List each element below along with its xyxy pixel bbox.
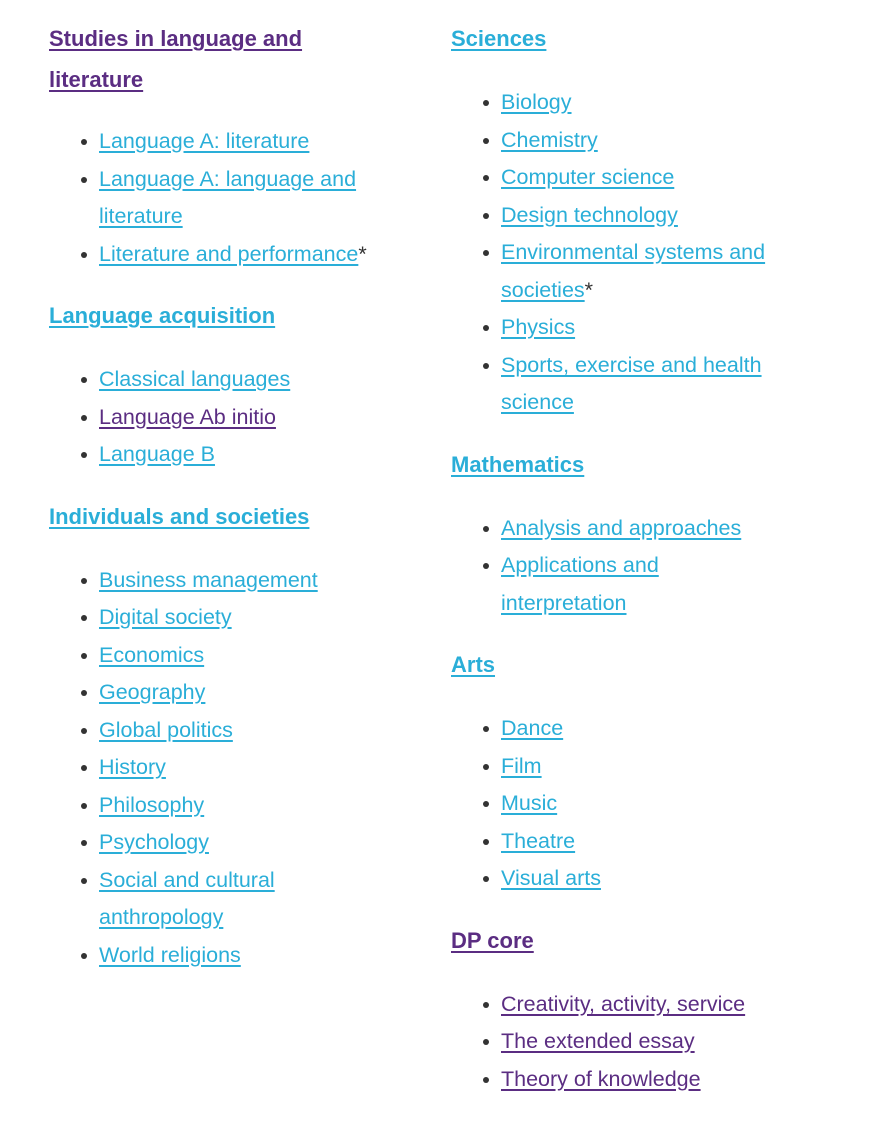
link-creativity-activity-service[interactable]: Creativity, activity, service [501,991,746,1016]
link-applications-and-interpretation[interactable]: Applications and interpretation [501,553,659,615]
section-language-acquisition [49,297,409,474]
link-psychology[interactable]: Psychology [99,830,209,854]
link-business-management[interactable]: Business management [99,567,318,592]
list-mathematics [451,510,771,623]
list-studies-in-language-and-literature [49,123,389,273]
link-social-and-cultural-anthropology[interactable]: Social and cultural anthropology [99,867,275,929]
link-language-a-language-and-literature[interactable]: Language A: language and literature [99,166,357,228]
section-title-individuals-and-societies[interactable]: Individuals and societies [49,503,310,529]
link-dance[interactable]: Dance [501,716,564,740]
list-dp-core [451,986,851,1099]
list-item [99,637,349,675]
link-music[interactable]: Music [501,791,558,815]
link-digital-society[interactable]: Digital society [99,605,232,629]
list-item [99,674,349,712]
link-the-extended-essay[interactable]: The extended essay [501,1029,695,1053]
list-item [99,749,349,787]
list-item [501,122,801,160]
list-item [501,860,851,898]
list-individuals-and-societies [49,562,349,975]
left-column [49,20,409,1000]
asterisk-marker: * [584,277,594,302]
list-item [99,436,409,474]
section-arts [451,646,851,898]
link-sports-exercise-and-health-science[interactable]: Sports, exercise and health science [501,352,762,414]
link-design-technology[interactable]: Design technology [501,202,678,227]
link-physics[interactable]: Physics [501,315,576,339]
link-literature-and-performance[interactable]: Literature and performance [99,241,359,266]
link-philosophy[interactable]: Philosophy [99,792,205,817]
list-item [99,399,409,437]
list-item [501,234,801,309]
list-item [99,787,349,825]
list-item [99,599,349,637]
link-chemistry[interactable]: Chemistry [501,127,598,152]
section-sciences [451,20,851,422]
list-item [501,1061,851,1099]
link-computer-science[interactable]: Computer science [501,165,675,189]
link-environmental-systems-and-societies[interactable]: Environmental systems and societies [501,240,766,302]
list-item [99,161,389,236]
list-item [99,824,349,862]
section-title-arts[interactable]: Arts [451,652,496,677]
list-item [501,309,801,347]
list-item [501,547,771,622]
asterisk-marker: * [358,241,367,266]
link-film[interactable]: Film [501,753,542,778]
right-column [451,20,851,1124]
list-item [99,562,349,600]
list-item [501,159,801,197]
list-item [501,510,771,548]
link-visual-arts[interactable]: Visual arts [501,866,601,890]
link-world-religions[interactable]: World religions [99,942,241,967]
link-theatre[interactable]: Theatre [501,828,576,853]
section-mathematics [451,446,851,623]
list-item [501,748,851,786]
list-item [501,84,801,122]
list-item [501,710,851,748]
section-title-dp-core[interactable]: DP core [451,927,534,953]
list-item [99,862,349,937]
link-economics[interactable]: Economics [99,642,205,667]
section-title-sciences[interactable]: Sciences [451,26,547,51]
link-global-politics[interactable]: Global politics [99,717,233,742]
link-language-b[interactable]: Language B [99,442,215,466]
list-item [501,197,801,235]
link-history[interactable]: History [99,755,166,779]
section-title-language-acquisition[interactable]: Language acquisition [49,303,276,328]
link-theory-of-knowledge[interactable]: Theory of knowledge [501,1066,701,1091]
link-biology[interactable]: Biology [501,90,572,114]
list-item [501,785,851,823]
list-item [501,823,851,861]
list-item [99,236,389,274]
link-analysis-and-approaches[interactable]: Analysis and approaches [501,515,742,540]
list-arts [451,710,851,898]
link-language-ab-initio[interactable]: Language Ab initio [99,404,276,429]
section-title-mathematics[interactable]: Mathematics [451,451,585,477]
list-item [99,712,349,750]
list-sciences [451,84,801,422]
list-language-acquisition [49,361,409,474]
link-classical-languages[interactable]: Classical languages [99,367,291,391]
link-geography[interactable]: Geography [99,680,206,704]
section-individuals-and-societies [49,498,409,975]
list-item [501,1023,851,1061]
list-item [501,347,801,422]
link-language-a-literature[interactable]: Language A: literature [99,129,310,153]
section-title-studies-in-language-and-literature[interactable]: Studies in language and literature [49,26,303,92]
list-item [99,361,409,399]
section-studies-in-language-and-literature [49,20,409,273]
section-dp-core [451,922,851,1099]
list-item [501,986,851,1024]
list-item [99,123,389,161]
list-item [99,937,349,975]
